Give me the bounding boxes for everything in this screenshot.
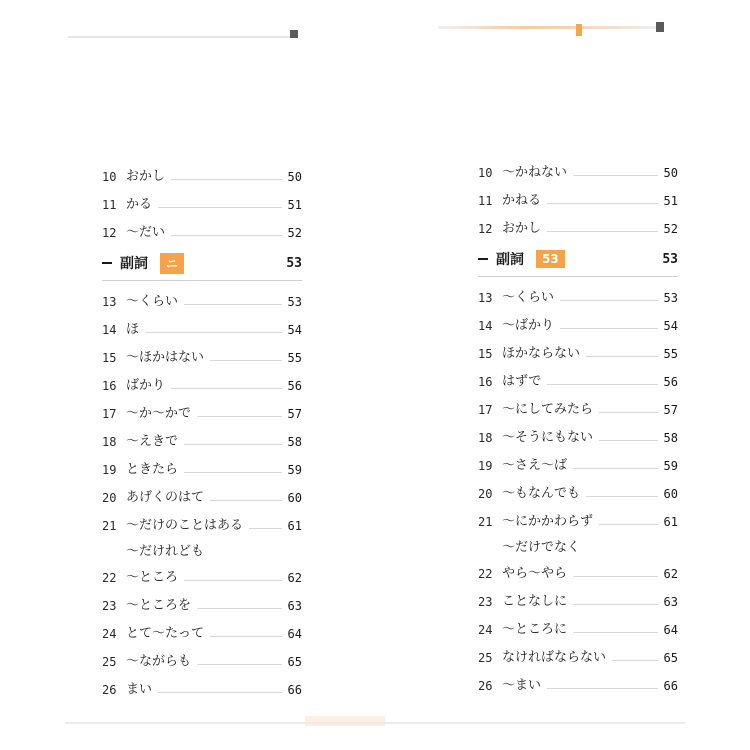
- toc-entry[interactable]: [478, 505, 678, 533]
- leader-dots: [573, 603, 658, 605]
- entry-number: 21: [478, 515, 493, 529]
- leader-dots: [171, 178, 282, 180]
- toc-section-heading[interactable]: [102, 246, 302, 281]
- toc-entry[interactable]: [102, 341, 302, 369]
- entry-page: 52: [663, 222, 678, 236]
- entry-number: 19: [478, 459, 493, 473]
- entry-title: 〜えきで: [126, 434, 179, 449]
- toc-entry[interactable]: [478, 613, 678, 641]
- entry-page: 61: [663, 515, 678, 529]
- toc-entry[interactable]: [102, 645, 302, 673]
- footer-rule: [65, 722, 685, 724]
- toc-subheading: 〜だけれども: [126, 543, 205, 559]
- entry-title: おかし: [502, 221, 542, 236]
- entry-title: 〜ほかはない: [126, 350, 205, 365]
- entry-title: なければならない: [502, 650, 607, 665]
- toc-entry[interactable]: [478, 393, 678, 421]
- entry-number: 14: [478, 319, 493, 333]
- toc-entry[interactable]: [102, 481, 302, 509]
- leader-dots: [586, 495, 658, 497]
- toc-entry[interactable]: [478, 669, 678, 697]
- entry-title: ことなしに: [502, 594, 568, 609]
- toc-entry[interactable]: [102, 673, 302, 701]
- leader-dots: [547, 202, 658, 204]
- toc-entry[interactable]: [102, 160, 302, 188]
- leader-dots: [547, 230, 658, 232]
- entry-page: 64: [287, 627, 302, 641]
- header-accent-right: [576, 24, 582, 36]
- leader-dots: [560, 299, 658, 301]
- entry-page: 61: [287, 519, 302, 533]
- entry-number: 18: [478, 431, 493, 445]
- leader-dots: [184, 303, 282, 305]
- header-marker-right: [656, 22, 664, 32]
- toc-entry[interactable]: [102, 509, 302, 537]
- entry-page: 52: [287, 226, 302, 240]
- toc-entry[interactable]: [478, 641, 678, 669]
- entry-number: 23: [102, 599, 117, 613]
- toc-entry[interactable]: [478, 184, 678, 212]
- entry-number: 15: [478, 347, 493, 361]
- entry-title: ばかり: [126, 378, 166, 393]
- entry-title: 〜かねない: [502, 165, 568, 180]
- leader-dots: [197, 415, 282, 417]
- toc-entry[interactable]: [102, 589, 302, 617]
- section-page: 53: [662, 251, 678, 267]
- entry-page: 59: [287, 463, 302, 477]
- leader-dots: [612, 659, 658, 661]
- entry-number: 11: [102, 198, 117, 212]
- entry-page: 63: [663, 595, 678, 609]
- entry-title: 〜まい: [502, 678, 542, 693]
- toc-entry[interactable]: [102, 453, 302, 481]
- entry-number: 18: [102, 435, 117, 449]
- entry-title: やら〜やら: [502, 566, 568, 581]
- entry-number: 16: [478, 375, 493, 389]
- toc-entry[interactable]: [478, 477, 678, 505]
- section-badge: ニ: [160, 253, 184, 274]
- entry-page: 60: [663, 487, 678, 501]
- toc-entry[interactable]: [478, 557, 678, 585]
- entry-page: 54: [663, 319, 678, 333]
- entry-number: 20: [102, 491, 117, 505]
- entry-number: 14: [102, 323, 117, 337]
- entry-page: 57: [663, 403, 678, 417]
- leader-dots: [145, 331, 282, 333]
- toc-entry[interactable]: [102, 216, 302, 244]
- entry-page: 62: [663, 567, 678, 581]
- entry-page: 56: [663, 375, 678, 389]
- entry-number: 22: [102, 571, 117, 585]
- entry-title: 〜もなんでも: [502, 486, 581, 501]
- entry-page: 66: [287, 683, 302, 697]
- entry-page: 63: [287, 599, 302, 613]
- entry-number: 10: [102, 170, 117, 184]
- leader-dots: [197, 607, 282, 609]
- toc-entry[interactable]: [478, 337, 678, 365]
- leader-dots: [586, 355, 658, 357]
- entry-page: 62: [287, 571, 302, 585]
- leader-dots: [184, 443, 282, 445]
- toc-entry[interactable]: [102, 617, 302, 645]
- leader-dots: [573, 467, 658, 469]
- header-rule-right: [438, 26, 664, 29]
- entry-number: 13: [102, 295, 117, 309]
- entry-number: 22: [478, 567, 493, 581]
- footer-accent: [305, 716, 385, 726]
- toc-entry[interactable]: [102, 369, 302, 397]
- entry-number: 17: [102, 407, 117, 421]
- entry-title: 〜そうにもない: [502, 430, 594, 445]
- entry-title: 〜ところに: [502, 622, 568, 637]
- leader-dots: [599, 523, 658, 525]
- entry-number: 11: [478, 194, 493, 208]
- entry-title: ときたら: [126, 462, 179, 477]
- entry-page: 56: [287, 379, 302, 393]
- entry-title: 〜ばかり: [502, 318, 555, 333]
- leader-dots: [197, 663, 282, 665]
- leader-dots: [210, 359, 282, 361]
- entry-page: 57: [287, 407, 302, 421]
- entry-page: 60: [287, 491, 302, 505]
- leader-dots: [171, 387, 282, 389]
- entry-page: 64: [663, 623, 678, 637]
- section-label: 副詞: [496, 252, 524, 268]
- entry-page: 58: [663, 431, 678, 445]
- entry-page: 51: [287, 198, 302, 212]
- entry-title: 〜にかかわらず: [502, 514, 594, 529]
- entry-number: 13: [478, 291, 493, 305]
- entry-title: 〜ながらも: [126, 654, 192, 669]
- toc-entry[interactable]: [102, 285, 302, 313]
- leader-dots: [560, 327, 658, 329]
- entry-number: 20: [478, 487, 493, 501]
- leader-dots: [210, 499, 282, 501]
- entry-page: 54: [287, 323, 302, 337]
- entry-page: 55: [663, 347, 678, 361]
- leader-dots: [210, 635, 282, 637]
- leader-dots: [158, 206, 282, 208]
- entry-number: 12: [102, 226, 117, 240]
- toc-subheading: 〜だけでなく: [502, 539, 581, 555]
- header-rule-left: [68, 36, 290, 38]
- entry-page: 66: [663, 679, 678, 693]
- entry-number: 10: [478, 166, 493, 180]
- toc-entry[interactable]: [478, 585, 678, 613]
- entry-page: 59: [663, 459, 678, 473]
- entry-page: 50: [663, 166, 678, 180]
- entry-number: 25: [102, 655, 117, 669]
- entry-number: 17: [478, 403, 493, 417]
- entry-title: 〜ところを: [126, 598, 192, 613]
- section-label: 副詞: [120, 256, 148, 272]
- entry-number: 26: [478, 679, 493, 693]
- entry-title: まい: [126, 682, 153, 697]
- leader-dots: [158, 691, 282, 693]
- toc-entry[interactable]: [478, 281, 678, 309]
- toc-entry[interactable]: [478, 449, 678, 477]
- leader-dots: [547, 687, 658, 689]
- entry-title: 〜くらい: [126, 294, 179, 309]
- entry-title: かねる: [502, 193, 542, 208]
- leader-dots: [573, 631, 658, 633]
- toc-entry[interactable]: [478, 309, 678, 337]
- leader-dots: [184, 579, 282, 581]
- toc-entry[interactable]: [478, 421, 678, 449]
- entry-title: あげくのはて: [126, 490, 205, 505]
- entry-number: 23: [478, 595, 493, 609]
- toc-section-heading[interactable]: [478, 242, 678, 277]
- entry-number: 24: [478, 623, 493, 637]
- leader-dots: [184, 471, 282, 473]
- toc-entry[interactable]: [102, 425, 302, 453]
- entry-number: 24: [102, 627, 117, 641]
- entry-page: 65: [663, 651, 678, 665]
- leader-dots: [599, 439, 658, 441]
- entry-number: 12: [478, 222, 493, 236]
- entry-page: 65: [287, 655, 302, 669]
- entry-number: 16: [102, 379, 117, 393]
- entry-title: ほ: [126, 322, 140, 337]
- toc-entry[interactable]: [102, 313, 302, 341]
- section-dash: [478, 258, 488, 260]
- entry-page: 50: [287, 170, 302, 184]
- entry-page: 53: [287, 295, 302, 309]
- leader-dots: [547, 383, 657, 385]
- leader-dots: [171, 234, 282, 236]
- entry-page: 53: [663, 291, 678, 305]
- entry-title: 〜くらい: [502, 290, 555, 305]
- toc-entry[interactable]: [102, 397, 302, 425]
- section-badge: 53: [536, 250, 565, 268]
- entry-title: 〜だけのことはある: [126, 518, 244, 533]
- leader-dots: [249, 527, 282, 529]
- entry-title: 〜ところ: [126, 570, 179, 585]
- entry-page: 51: [663, 194, 678, 208]
- toc-column-right: [478, 156, 678, 697]
- entry-title: おかし: [126, 169, 166, 184]
- entry-page: 58: [287, 435, 302, 449]
- entry-number: 25: [478, 651, 493, 665]
- entry-title: 〜だい: [126, 225, 166, 240]
- toc-entry[interactable]: [478, 365, 678, 393]
- entry-title: 〜にしてみたら: [502, 402, 594, 417]
- entry-title: はずで: [502, 374, 542, 389]
- entry-page: 55: [287, 351, 302, 365]
- entry-title: かる: [126, 197, 153, 212]
- entry-number: 26: [102, 683, 117, 697]
- toc-entry[interactable]: [102, 561, 302, 589]
- header-marker-left: [290, 30, 298, 38]
- leader-dots: [573, 575, 658, 577]
- toc-entry[interactable]: [102, 188, 302, 216]
- entry-title: とて〜たって: [126, 626, 205, 641]
- leader-dots: [573, 174, 658, 176]
- toc-entry[interactable]: [478, 212, 678, 240]
- entry-number: 19: [102, 463, 117, 477]
- entry-number: 15: [102, 351, 117, 365]
- toc-column-left: [102, 160, 302, 701]
- entry-number: 21: [102, 519, 117, 533]
- entry-title: 〜か〜かで: [126, 406, 192, 421]
- toc-entry[interactable]: [478, 156, 678, 184]
- section-page: 53: [286, 255, 302, 271]
- leader-dots: [599, 411, 658, 413]
- entry-title: ほかならない: [502, 346, 581, 361]
- section-dash: [102, 262, 112, 264]
- entry-title: 〜さえ〜ば: [502, 458, 568, 473]
